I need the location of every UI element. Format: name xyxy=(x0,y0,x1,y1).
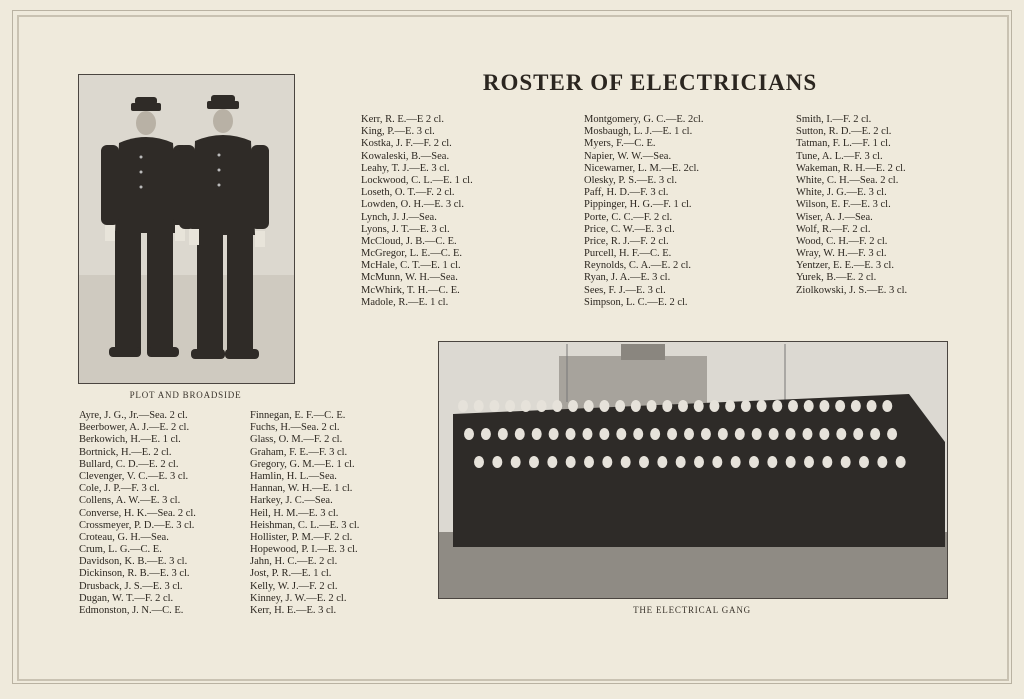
roster-entry: Clevenger, V. C.—E. 3 cl. xyxy=(79,470,189,482)
sailor-face xyxy=(836,428,846,440)
sailor-face xyxy=(887,428,897,440)
roster-entry: Porte, C. C.—F. 2 cl. xyxy=(584,211,673,223)
sailor-face xyxy=(549,428,559,440)
roster-entry: Sutton, R. D.—E. 2 cl. xyxy=(796,126,892,138)
roster-entry: Yentzer, E. E.—E. 3 cl. xyxy=(796,260,894,272)
roster-entry: McMunn, W. H.—Sea. xyxy=(361,272,458,284)
sailor-face xyxy=(633,428,643,440)
roster-entry: Paff, H. D.—F. 3 cl. xyxy=(584,187,669,199)
sailor-face xyxy=(786,428,796,440)
roster-entry: Tune, A. L.—F. 3 cl. xyxy=(796,150,883,162)
roster-entry: Davidson, K. B.—E. 3 cl. xyxy=(79,556,188,568)
roster-entry: Lockwood, C. L.—E. 1 cl. xyxy=(361,174,473,186)
sailor-face xyxy=(851,400,861,412)
roster-entry: Purcell, H. F.—C. E. xyxy=(584,248,672,260)
roster-entry: Hopewood, P. I.—E. 3 cl. xyxy=(250,544,358,556)
roster-entry: Kerr, H. E.—E. 3 cl. xyxy=(250,605,337,616)
sailor-face xyxy=(474,400,484,412)
sailor-face xyxy=(498,428,508,440)
roster-entry: Crossmeyer, P. D.—E. 3 cl. xyxy=(79,519,195,531)
officers-photo-illustration xyxy=(79,75,294,383)
roster-entry: Heil, H. M.—E. 3 cl. xyxy=(250,507,339,519)
sailor-face xyxy=(749,456,759,468)
sailor-face xyxy=(464,428,474,440)
sailor-face xyxy=(725,400,735,412)
roster-entry: Montgomery, G. C.—E. 2cl. xyxy=(584,114,704,125)
sailor-face xyxy=(694,400,704,412)
sailor-face xyxy=(853,428,863,440)
sailor-face xyxy=(804,456,814,468)
page-title: ROSTER OF ELECTRICIANS xyxy=(482,70,818,95)
sailor-face xyxy=(662,400,672,412)
sailor-face xyxy=(701,428,711,440)
sailor-face xyxy=(735,428,745,440)
roster-entry: Beerbower, A. J.—E. 2 cl. xyxy=(79,422,190,434)
sailor-face xyxy=(694,456,704,468)
sailor-face xyxy=(650,428,660,440)
roster-entry: Wiser, A. J.—Sea. xyxy=(796,211,873,223)
roster-entry: Tatman, F. L.—F. 1 cl. xyxy=(796,138,891,150)
sailor-face xyxy=(835,400,845,412)
sailor-face xyxy=(841,456,851,468)
sailor-face xyxy=(547,456,557,468)
sailor-face xyxy=(657,456,667,468)
group-photo xyxy=(438,341,948,599)
group-photo-illustration xyxy=(439,342,947,598)
roster-column-3 xyxy=(796,114,907,297)
roster-entry: Wilson, E. F.—E. 3 cl. xyxy=(796,199,891,211)
roster-entry: Jost, P. R.—E. 1 cl. xyxy=(250,568,332,580)
group-photo-caption: THE ELECTRICAL GANG xyxy=(633,605,751,615)
sailor-face xyxy=(819,400,829,412)
roster-entry: Madole, R.—E. 1 cl. xyxy=(361,296,449,308)
sailor-face xyxy=(678,400,688,412)
roster-entry: Harkey, J. C.—Sea. xyxy=(250,495,333,507)
roster-entry: Yurek, B.—E. 2 cl. xyxy=(796,272,877,284)
roster-entry: Sees, F. J.—E. 3 cl. xyxy=(584,284,666,296)
roster-entry: Price, C. W.—E. 3 cl. xyxy=(584,223,675,235)
sailor-face xyxy=(552,400,562,412)
roster-entry: Kerr, R. E.—E 2 cl. xyxy=(361,114,444,125)
sailor-face xyxy=(566,456,576,468)
sailor-face xyxy=(621,456,631,468)
sailor-face xyxy=(802,428,812,440)
roster-entry: Glass, O. M.—F. 2 cl. xyxy=(250,434,343,446)
sailor-face xyxy=(505,400,515,412)
sailor-face xyxy=(870,428,880,440)
sailor-face xyxy=(712,456,722,468)
roster-entry: White, J. G.—E. 3 cl. xyxy=(796,187,887,199)
sailor-face xyxy=(584,400,594,412)
roster-entry: Edmonston, J. N.—C. E. xyxy=(79,605,184,616)
roster-entry: Wood, C. H.—F. 2 cl. xyxy=(796,235,888,247)
roster-entry: Price, R. J.—F. 2 cl. xyxy=(584,235,669,247)
sailor-face xyxy=(481,428,491,440)
roster-entry: Dickinson, R. B.—E. 3 cl. xyxy=(79,568,190,580)
roster-entry: Fuchs, H.—Sea. 2 cl. xyxy=(250,422,340,434)
roster-column-2 xyxy=(584,114,703,309)
roster-entry: Mosbaugh, L. J.—E. 1 cl. xyxy=(584,126,693,138)
roster-entry: Napier, W. W.—Sea. xyxy=(584,150,672,162)
roster-entry: Collens, A. W.—E. 3 cl. xyxy=(79,495,181,507)
roster-entry: Loseth, O. T.—F. 2 cl. xyxy=(361,187,455,199)
sailor-face xyxy=(521,400,531,412)
sailor-face xyxy=(709,400,719,412)
roster-entry: McHale, C. T.—E. 1 cl. xyxy=(361,260,461,272)
roster-entry: Converse, H. K.—Sea. 2 cl. xyxy=(79,507,196,519)
roster-column-4 xyxy=(79,410,196,617)
sailor-face xyxy=(867,400,877,412)
sailor-face xyxy=(532,428,542,440)
sailor-face xyxy=(615,400,625,412)
roster-entry: Croteau, G. H.—Sea. xyxy=(79,531,169,543)
sailor-face xyxy=(769,428,779,440)
roster-entry: Ryan, J. A.—E. 3 cl. xyxy=(584,272,671,284)
roster-entry: Kinney, J. W.—E. 2 cl. xyxy=(250,592,347,604)
roster-entry: Wakeman, R. H.—E. 2 cl. xyxy=(796,162,906,174)
roster-entry: McCloud, J. B.—C. E. xyxy=(361,235,457,247)
roster-column-1 xyxy=(361,114,473,309)
roster-entry: Smith, I.—F. 2 cl. xyxy=(796,114,872,125)
officers-photo-caption: PLOT AND BROADSIDE xyxy=(129,390,242,400)
roster-entry: Kelly, W. J.—F. 2 cl. xyxy=(250,580,338,592)
roster-entry: Hollister, P. M.—F. 2 cl. xyxy=(250,531,353,543)
sailor-face xyxy=(511,456,521,468)
roster-entry: White, C. H.—Sea. 2 cl. xyxy=(796,174,899,186)
sailor-face xyxy=(882,400,892,412)
roster-entry: King, P.—E. 3 cl. xyxy=(361,126,435,138)
sailor-face xyxy=(684,428,694,440)
roster-entry: Ziolkowski, J. S.—E. 3 cl. xyxy=(796,284,908,296)
roster-entry: Dugan, W. T.—F. 2 cl. xyxy=(79,592,174,604)
sailor-face xyxy=(877,456,887,468)
roster-entry: Bullard, C. D.—E. 2 cl. xyxy=(79,458,179,470)
roster-entry: Heishman, C. L.—E. 3 cl. xyxy=(250,519,360,531)
sailor-face xyxy=(489,400,499,412)
sailor-face xyxy=(566,428,576,440)
sailor-face xyxy=(767,456,777,468)
roster-entry: Gregory, G. M.—E. 1 cl. xyxy=(250,458,355,470)
roster-entry: Hannan, W. H.—E. 1 cl. xyxy=(250,483,353,495)
roster-entry: Crum, L. G.—C. E. xyxy=(79,544,162,556)
sailor-face xyxy=(741,400,751,412)
sailor-face xyxy=(529,456,539,468)
roster-entry: Kowaleski, B.—Sea. xyxy=(361,150,450,162)
sailor-face xyxy=(752,428,762,440)
roster-entry: Olesky, P. S.—E. 3 cl. xyxy=(584,174,677,186)
roster-entry: Lynch, J. J.—Sea. xyxy=(361,211,437,223)
sailor-face xyxy=(718,428,728,440)
roster-entry: Ayre, J. G., Jr.—Sea. 2 cl. xyxy=(79,410,188,421)
roster-entry: Berkowich, H.—E. 1 cl. xyxy=(79,434,181,446)
roster-entry: Leahy, T. J.—E. 3 cl. xyxy=(361,162,450,174)
roster-entry: Myers, F.—C. E. xyxy=(584,138,656,150)
roster-entry: Kostka, J. F.—F. 2 cl. xyxy=(361,138,452,150)
sailor-face xyxy=(667,428,677,440)
sailor-face xyxy=(639,456,649,468)
roster-entry: Hamlin, H. L.—Sea. xyxy=(250,470,337,482)
sailor-face xyxy=(772,400,782,412)
roster-entry: Drusback, J. S.—E. 3 cl. xyxy=(79,580,183,592)
sailor-face xyxy=(492,456,502,468)
roster-entry: Jahn, H. C.—E. 2 cl. xyxy=(250,556,338,568)
roster-entry: McWhirk, T. H.—C. E. xyxy=(361,284,460,296)
sailor-face xyxy=(731,456,741,468)
sailor-face xyxy=(786,456,796,468)
roster-entry: Pippinger, H. G.—F. 1 cl. xyxy=(584,199,692,211)
sailor-face xyxy=(582,428,592,440)
officers-photo xyxy=(78,74,295,384)
sailor-face xyxy=(788,400,798,412)
sailor-face xyxy=(819,428,829,440)
sailor-face xyxy=(896,456,906,468)
sailor-face xyxy=(568,400,578,412)
roster-entry: Cole, J. P.—F. 3 cl. xyxy=(79,483,160,495)
roster-entry: Wray, W. H.—F. 3 cl. xyxy=(796,248,887,260)
sailor-face xyxy=(616,428,626,440)
sailor-face xyxy=(676,456,686,468)
roster-entry: McGregor, L. E.—C. E. xyxy=(361,248,463,260)
sailor-face xyxy=(599,428,609,440)
sailor-face xyxy=(822,456,832,468)
roster-entry: Reynolds, C. A.—E. 2 cl. xyxy=(584,260,692,272)
roster-entry: Wolf, R.—F. 2 cl. xyxy=(796,223,871,235)
sailor-face xyxy=(515,428,525,440)
roster-column-5 xyxy=(250,410,359,617)
sailor-face xyxy=(804,400,814,412)
roster-entry: Graham, F. E.—F. 3 cl. xyxy=(250,446,348,458)
roster-entry: Simpson, L. C.—E. 2 cl. xyxy=(584,296,688,308)
sailor-face xyxy=(602,456,612,468)
sailor-face xyxy=(537,400,547,412)
roster-entry: Nicewarner, L. M.—E. 2cl. xyxy=(584,162,700,174)
sailor-face xyxy=(599,400,609,412)
roster-entry: Lowden, O. H.—E. 3 cl. xyxy=(361,199,464,211)
sailor-face xyxy=(859,456,869,468)
sailor-face xyxy=(584,456,594,468)
sailor-face xyxy=(647,400,657,412)
roster-entry: Lyons, J. T.—E. 3 cl. xyxy=(361,223,450,235)
sailor-face xyxy=(474,456,484,468)
sailor-face xyxy=(631,400,641,412)
roster-entry: Bortnick, H.—E. 2 cl. xyxy=(79,446,172,458)
sailor-face xyxy=(458,400,468,412)
sailor-face xyxy=(757,400,767,412)
roster-entry: Finnegan, E. F.—C. E. xyxy=(250,410,346,421)
